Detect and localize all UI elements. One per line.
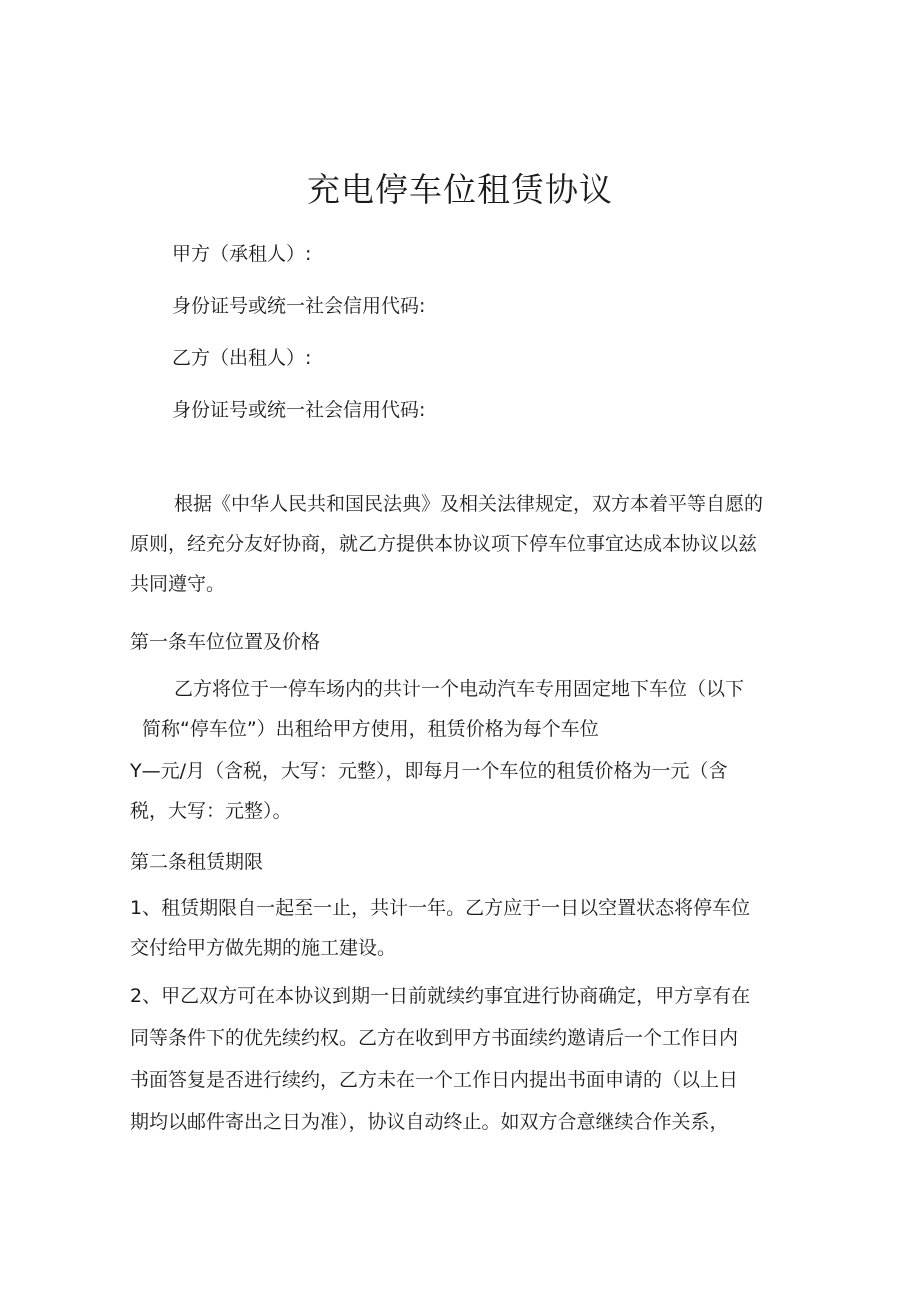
article-1-line: Y—元/月（含税，大写：元整），即每月一个车位的租赁价格为一元（含 xyxy=(130,760,728,782)
party-b-id-label: 身份证号或统一社会信用代码: xyxy=(172,399,426,421)
article-1-line: 税，大写：元整）。 xyxy=(130,800,292,822)
party-b-label: 乙方（出租人）: xyxy=(172,347,312,369)
clause-line: 期均以邮件寄出之日为准），协议自动终止。如双方合意继续合作关系， xyxy=(130,1111,729,1133)
article-1-line: 简称“停车位”）出租给甲方使用，租赁价格为每个车位 xyxy=(142,718,599,740)
preamble-line: 原则，经充分友好协商，就乙方提供本协议项下停车位事宜达成本协议以兹 xyxy=(130,533,758,555)
clause-line: 交付给甲方做先期的施工建设。 xyxy=(130,937,397,959)
article-2-heading: 第二条租赁期限 xyxy=(130,851,264,873)
clause-line: 同等条件下的优先续约权。乙方在收到甲方书面续约邀请后一个工作日内 xyxy=(130,1027,739,1049)
article-1-heading: 第一条车位位置及价格 xyxy=(130,631,321,653)
party-a-id-label: 身份证号或统一社会信用代码: xyxy=(172,295,426,317)
clause-line: 1、租赁期限自一起至一止，共计一年。乙方应于一日以空置状态将停车位 xyxy=(130,897,751,919)
clause-line: 2、甲乙双方可在本协议到期一日前就续约事宜进行协商确定，甲方享有在 xyxy=(130,985,751,1007)
party-a-label: 甲方（承租人）: xyxy=(172,243,312,265)
article-1-line: 乙方将位于一停车场内的共计一个电动汽车专用固定地下车位（以下 xyxy=(174,678,745,700)
clause-line: 书面答复是否进行续约，乙方未在一个工作日内提出书面申请的（以上日 xyxy=(130,1069,739,1091)
document-title: 充电停车位租赁协议 xyxy=(307,170,613,209)
preamble-line: 共同遵守。 xyxy=(130,573,226,595)
preamble-line: 根据《中华人民共和国民法典》及相关法律规定，双方本着平等自愿的 xyxy=(174,493,764,515)
